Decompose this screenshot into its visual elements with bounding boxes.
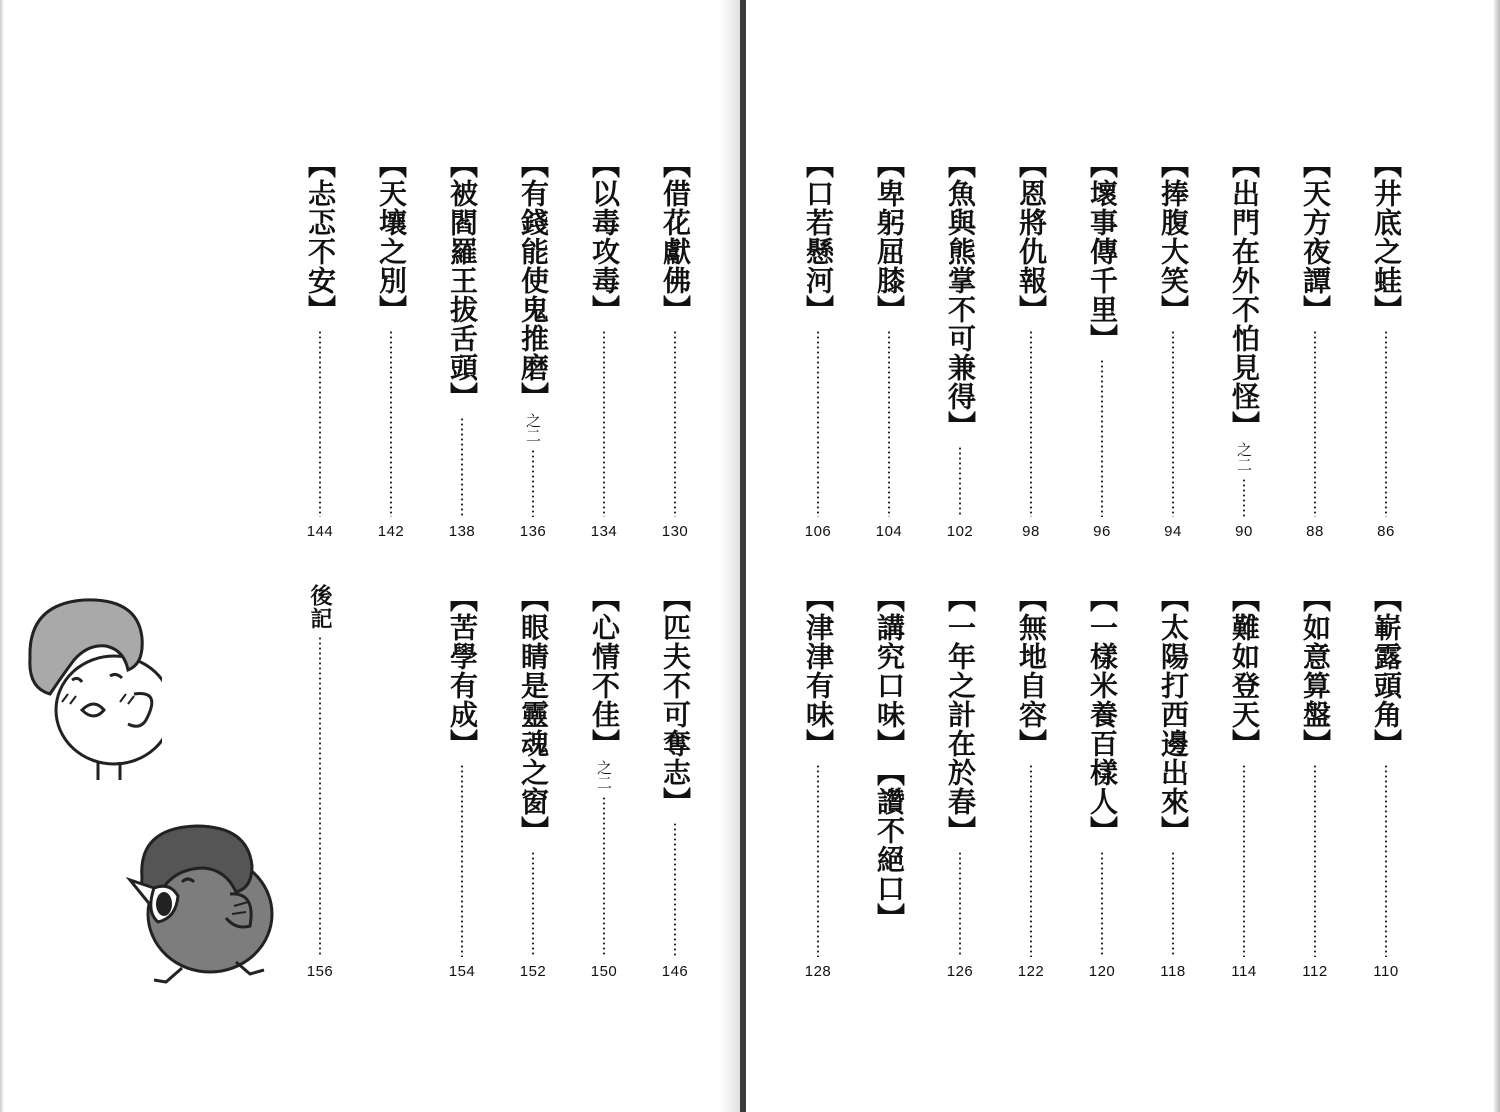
toc-entry-page: 128: [804, 963, 832, 980]
leader-dots: [390, 330, 392, 517]
toc-entry-title: 【 忐忑不安 】: [303, 150, 337, 324]
toc-entry-title: 【 苦學有成 】: [445, 584, 479, 758]
leader-dots: [959, 446, 961, 517]
leader-dots: [1101, 359, 1103, 517]
leader-dots: [1172, 851, 1174, 957]
leader-dots: [674, 330, 676, 517]
leader-dots: [674, 822, 676, 957]
toc-entry-page: 112: [1302, 963, 1328, 980]
book-gutter: [740, 0, 746, 1112]
toc-entry-page: 118: [1160, 963, 1186, 980]
toc-entry-title: 【 匹夫不可奪志 】: [658, 584, 692, 816]
toc-entry[interactable]: [657, 150, 693, 540]
toc-entry-title: 【 壞事傳千里 】: [1085, 150, 1119, 353]
toc-entry-suffix: 之二: [595, 760, 613, 790]
toc-entry-title: 【 有錢能使鬼推磨 】: [516, 150, 550, 411]
toc-entry-suffix: 之二: [524, 413, 542, 443]
toc-entry[interactable]: [1297, 584, 1333, 980]
toc-entry-afterword[interactable]: [302, 584, 338, 980]
toc-entry-title: 【 一年之計在於春 】: [943, 584, 977, 845]
chick-with-gray-hair-icon: [22, 598, 162, 788]
leader-dots: [1172, 330, 1174, 517]
toc-entry-title: 【 魚與熊掌不可兼得 】: [943, 150, 977, 440]
toc-entry-title: 【 天方夜譚 】: [1298, 150, 1332, 324]
toc-entry-title: 【 出門在外不怕見怪 】: [1227, 150, 1261, 440]
toc-entry-page: 142: [377, 523, 405, 540]
leader-dots: [319, 636, 321, 957]
toc-entry-page: 102: [946, 523, 974, 540]
toc-entry[interactable]: [515, 150, 551, 540]
toc-entry-page: 154: [448, 963, 476, 980]
leader-dots: [817, 330, 819, 517]
toc-entry-title: 【 津津有味 】: [801, 584, 835, 758]
leader-dots: [959, 851, 961, 957]
toc-entry[interactable]: [1297, 150, 1333, 540]
toc-entry-title: 【 眼睛是靈魂之窗 】: [516, 584, 550, 845]
toc-entry[interactable]: [515, 584, 551, 980]
toc-entry[interactable]: [1013, 150, 1049, 540]
toc-entry-title: 【 一樣米養百樣人 】: [1085, 584, 1119, 845]
toc-entry-page: 126: [946, 963, 974, 980]
toc-entry[interactable]: [942, 584, 978, 980]
leader-dots: [1243, 764, 1245, 957]
dark-chick-shouting-icon: [126, 822, 276, 987]
toc-entry-title: 【 借花獻佛 】: [658, 150, 692, 324]
toc-entry[interactable]: [1155, 584, 1191, 980]
leader-dots: [1030, 764, 1032, 957]
leader-dots: [888, 330, 890, 517]
gutter-shadow: [720, 0, 740, 1112]
toc-entry-page: 138: [448, 523, 476, 540]
toc-entry-title: 【 恩將仇報 】: [1014, 150, 1048, 324]
toc-entry[interactable]: [871, 150, 907, 540]
toc-entry-page: 130: [661, 523, 689, 540]
leader-dots: [1385, 764, 1387, 957]
toc-entry[interactable]: [373, 150, 409, 540]
toc-entry[interactable]: [1013, 584, 1049, 980]
toc-entry-title: 【 被閻羅王拔舌頭 】: [445, 150, 479, 411]
toc-entry-page: 94: [1164, 523, 1182, 540]
toc-entry[interactable]: [1368, 150, 1404, 540]
toc-entry[interactable]: [1084, 150, 1120, 540]
leader-dots: [532, 851, 534, 957]
toc-entry[interactable]: [800, 584, 836, 980]
toc-entry-title: 【 心情不佳 】: [587, 584, 621, 758]
toc-entry-page: 156: [306, 963, 334, 980]
toc-entry[interactable]: [444, 150, 480, 540]
toc-entry[interactable]: [1155, 150, 1191, 540]
toc-entry[interactable]: [302, 150, 338, 540]
leader-dots: [1314, 330, 1316, 517]
toc-entry-page: 146: [661, 963, 689, 980]
toc-entry[interactable]: [942, 150, 978, 540]
toc-entry[interactable]: [444, 584, 480, 980]
toc-entry[interactable]: [586, 584, 622, 980]
toc-entry-page: 136: [519, 523, 547, 540]
leader-dots: [1030, 330, 1032, 517]
toc-entry-page: 120: [1088, 963, 1116, 980]
toc-entry-title: 【 卑躬屈膝 】: [872, 150, 906, 324]
toc-entry-title: 【 無地自容 】: [1014, 584, 1048, 758]
toc-entry-page: 96: [1093, 523, 1111, 540]
left-page-edge: [0, 0, 4, 1112]
toc-entry[interactable]: [657, 584, 693, 980]
toc-entry-page: 122: [1017, 963, 1045, 980]
toc-entry-title: 【 如意算盤 】: [1298, 584, 1332, 758]
toc-entry-page: 150: [590, 963, 618, 980]
toc-entry[interactable]: [1368, 584, 1404, 980]
toc-entry-title: 後記: [307, 584, 333, 630]
toc-entry[interactable]: [1084, 584, 1120, 980]
toc-entry-title: 【 講究口味 】: [872, 584, 906, 758]
toc-entry-page: 90: [1235, 523, 1253, 540]
leader-dots: [1385, 330, 1387, 517]
leader-dots: [461, 417, 463, 517]
toc-entry-title: 【 太陽打西邊出來 】: [1156, 584, 1190, 845]
leader-dots: [1243, 478, 1245, 517]
toc-entry-page: 104: [875, 523, 903, 540]
toc-entry-suffix: 之二: [1235, 442, 1253, 472]
toc-entry-title: 【 井底之蛙 】: [1369, 150, 1403, 324]
toc-entry-page: 114: [1231, 963, 1257, 980]
leader-dots: [817, 764, 819, 957]
toc-entry-title: 【 難如登天 】: [1227, 584, 1261, 758]
toc-entry-page: 152: [519, 963, 547, 980]
leader-dots: [603, 796, 605, 957]
toc-entry-page: 106: [804, 523, 832, 540]
toc-entry[interactable]: [1226, 584, 1262, 980]
toc-entry-page: 134: [590, 523, 618, 540]
toc-entry-title: 【 嶄露頭角 】: [1369, 584, 1403, 758]
toc-entry-page: 88: [1306, 523, 1324, 540]
toc-entry-title: 【 口若懸河 】: [801, 150, 835, 324]
toc-entry-page: 110: [1373, 963, 1399, 980]
right-page-edge: [1494, 0, 1500, 1112]
leader-dots: [1314, 764, 1316, 957]
toc-entry[interactable]: [586, 150, 622, 540]
toc-entry-page: 98: [1022, 523, 1040, 540]
toc-entry[interactable]: [800, 150, 836, 540]
toc-entry-title: 【 捧腹大笑 】: [1156, 150, 1190, 324]
toc-entry-double-title[interactable]: [871, 584, 907, 980]
leader-dots: [461, 764, 463, 957]
toc-entry[interactable]: [1226, 150, 1262, 540]
leader-dots: [1101, 851, 1103, 957]
toc-entry-page: 144: [306, 523, 334, 540]
toc-entry-title-second: 【 讚不絕口 】: [872, 758, 906, 932]
leader-dots: [603, 330, 605, 517]
leader-dots: [532, 449, 534, 517]
toc-entry-title: 【 以毒攻毒 】: [587, 150, 621, 324]
leader-dots: [319, 330, 321, 517]
toc-entry-page: 86: [1377, 523, 1395, 540]
toc-entry-title: 【 天壤之別 】: [374, 150, 408, 324]
